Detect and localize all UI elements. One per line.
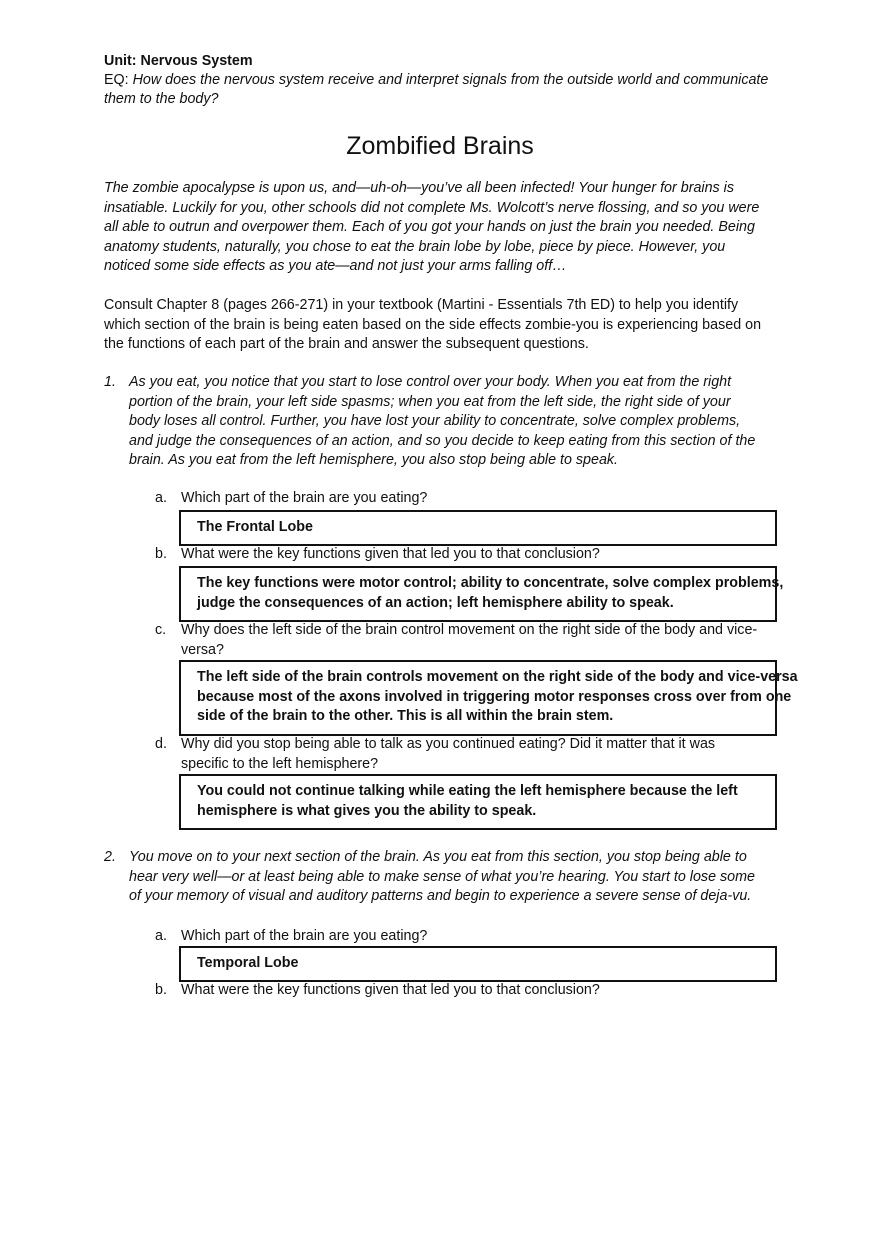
page-title: Zombified Brains bbox=[346, 132, 534, 160]
answer-line: because most of the axons involved in triggering motor responses cross over from one bbox=[197, 688, 792, 705]
answer-box-1d[interactable] bbox=[179, 774, 777, 830]
answer-line: side of the brain to the other. This is all within the brain stem. bbox=[197, 708, 614, 724]
intro-line: noticed some side effects as you ate—and not just your arms falling off… bbox=[104, 258, 567, 274]
part-2b-question: What were the key functions given that led you to that conclusion? bbox=[181, 982, 600, 998]
part-1b-letter: b. bbox=[155, 546, 167, 562]
question-2-prompt bbox=[129, 848, 755, 907]
part-2b-letter: b. bbox=[155, 982, 167, 998]
intro-line: insatiable. Luckily for you, other schools did not complete Ms. Wolcott’s nerve flossing, and so you were bbox=[104, 199, 760, 216]
part-1b-question: What were the key functions given that led you to that conclusion? bbox=[181, 546, 600, 562]
answer-line: You could not continue talking while eating the left hemisphere because the left bbox=[197, 783, 738, 799]
question-line: versa? bbox=[181, 641, 224, 658]
part-1c-letter: c. bbox=[155, 622, 167, 638]
intro-paragraph bbox=[104, 179, 759, 277]
intro-line: all able to outrun and overpower them. Each of you got your hands on just the brain you needed. Being bbox=[104, 219, 755, 235]
part-1c-question bbox=[181, 621, 757, 660]
instructions-paragraph bbox=[104, 296, 761, 355]
answer-line: Temporal Lobe bbox=[197, 955, 299, 971]
answer-line: hemisphere is what gives you the ability to speak. bbox=[197, 802, 537, 819]
eq-prefix: EQ: bbox=[104, 72, 133, 88]
eq-line-1: How does the nervous system receive and interpret signals from the outside world and communicate bbox=[132, 72, 769, 88]
prompt-line: of your memory of visual and auditory patterns and begin to experience a severe sense of deja-vu. bbox=[129, 888, 752, 904]
unit-label: Unit: Nervous System bbox=[104, 53, 253, 69]
question-1-prompt bbox=[129, 373, 755, 471]
answer-line: The key functions were motor control; ability to concentrate, solve complex problems, bbox=[197, 575, 784, 591]
prompt-line: You move on to your next section of the brain. As you eat from this section, you stop being able to bbox=[129, 849, 747, 865]
intro-line: The zombie apocalypse is upon us, and—uh-oh—you’ve all been infected! Your hunger for brains is bbox=[104, 180, 734, 196]
prompt-line: and judge the consequences of an action, and so you decide to keep eating from this section of the bbox=[129, 432, 756, 449]
eq-line-2: them to the body? bbox=[104, 91, 219, 107]
intro-line: anatomy students, naturally, you chose to eat the brain lobe by lobe, piece by piece. However, you bbox=[104, 238, 726, 255]
answer-line: The left side of the brain controls movement on the right side of the body and vice-versa bbox=[197, 669, 798, 685]
prompt-line: body loses all control. Further, you have lost your ability to concentrate, solve complex problems, bbox=[129, 413, 741, 429]
part-1d-letter: d. bbox=[155, 736, 167, 752]
instructions-line: which section of the brain is being eaten based on the side effects zombie-you is experiencing based on bbox=[104, 316, 762, 333]
instructions-line: the functions of each part of the brain and answer the subsequent questions. bbox=[104, 336, 589, 352]
answer-box-1a[interactable] bbox=[179, 510, 777, 546]
answer-box-1b[interactable] bbox=[179, 566, 784, 622]
question-line: specific to the left hemisphere? bbox=[181, 755, 379, 772]
essential-question bbox=[104, 71, 768, 91]
question-line: Why did you stop being able to talk as you continued eating? Did it matter that it was bbox=[181, 736, 716, 752]
part-1a-letter: a. bbox=[155, 490, 167, 506]
prompt-line: portion of the brain, your left side spasms; when you eat from the left side, the right side of your bbox=[129, 393, 731, 410]
prompt-line: As you eat, you notice that you start to lose control over your body. When you eat from the right bbox=[129, 374, 732, 390]
part-2a-question: Which part of the brain are you eating? bbox=[181, 928, 428, 944]
answer-box-1c[interactable] bbox=[179, 660, 798, 736]
prompt-line: brain. As you eat from the left hemisphere, you also stop being able to speak. bbox=[129, 452, 619, 468]
part-1a-question: Which part of the brain are you eating? bbox=[181, 490, 428, 506]
answer-line: The Frontal Lobe bbox=[197, 519, 313, 535]
question-line: Why does the left side of the brain control movement on the right side of the body and vice- bbox=[181, 622, 758, 638]
question-1-number: 1. bbox=[104, 374, 116, 390]
part-2a-letter: a. bbox=[155, 928, 167, 944]
instructions-line: Consult Chapter 8 (pages 266-271) in your textbook (Martini - Essentials 7th ED) to help you identify bbox=[104, 297, 739, 313]
answer-box-2a[interactable] bbox=[179, 946, 777, 982]
answer-line: judge the consequences of an action; left hemisphere ability to speak. bbox=[197, 594, 674, 611]
question-2-number: 2. bbox=[104, 849, 116, 865]
part-1d-question bbox=[181, 735, 715, 774]
prompt-line: hear very well—or at least being able to make sense of what you’re hearing. You start to lose some bbox=[129, 868, 755, 885]
